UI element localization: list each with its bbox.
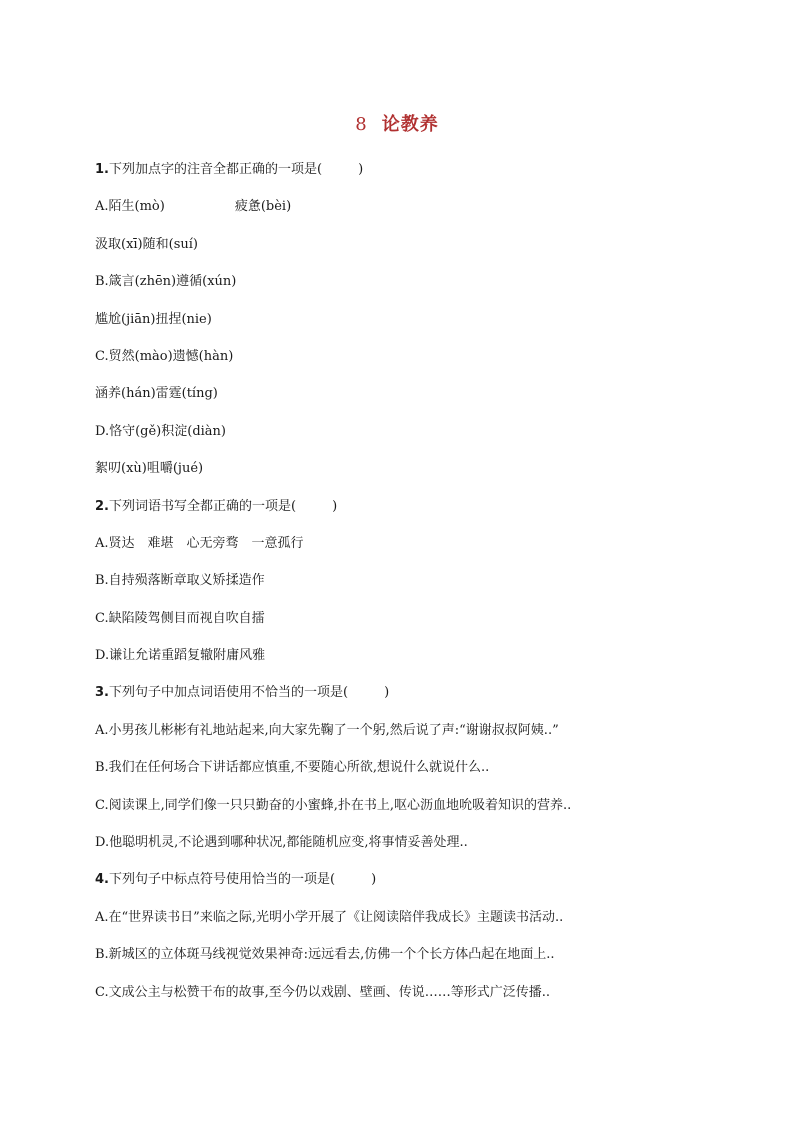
lesson-name: 论教养 — [381, 114, 439, 135]
option-line: 絮叨(xù)咀嚼(jué) — [95, 461, 204, 477]
option-line: B.新城区的立体斑马线视觉效果神奇:远远看去,仿佛一个个长方体凸起在地面上.. — [95, 947, 555, 963]
option-line: C.阅读课上,同学们像一只只勤奋的小蜜蜂,扑在书上,呕心沥血地吮吸着知识的营养.. — [95, 797, 572, 813]
question-number: 1. — [95, 162, 109, 177]
lesson-title — [0, 110, 794, 136]
question-4-stem — [95, 871, 715, 908]
question-2-stem — [95, 498, 715, 535]
close-paren: ) — [384, 685, 390, 701]
close-paren: ) — [332, 498, 338, 514]
option-line: C.缺陷陵驾侧目而视自吹自擂 — [95, 610, 265, 626]
option-line: D.恪守(gě)积淀(diàn) — [95, 423, 226, 439]
question-text: 下列词语书写全都正确的一项是( — [108, 498, 297, 514]
option-line: D.他聪明机灵,不论遇到哪种状况,都能随机应变,将事情妥善处理.. — [95, 835, 468, 851]
question-3-stem — [95, 684, 715, 721]
option-line: A.小男孩儿彬彬有礼地站起来,向大家先鞠了一个躬,然后说了声:“谢谢叔叔阿姨..” — [95, 722, 559, 738]
option-line: 涵养(hán)雷霆(tíng) — [95, 386, 218, 402]
option-line: B.我们在任何场合下讲话都应慎重,不要随心所欲,想说什么就说什么.. — [95, 760, 490, 776]
question-number: 4. — [95, 872, 109, 888]
option-text: 疲惫(bèi) — [234, 199, 292, 215]
question-text: 下列加点字的注音全都正确的一项是( — [108, 162, 323, 177]
close-paren: ) — [358, 162, 364, 177]
option-line: C.文成公主与松赞干布的故事,至今仍以戏剧、壁画、传说……等形式广泛传播.. — [95, 984, 551, 1000]
option-line: B.自持殒落断章取义矫揉造作 — [95, 573, 265, 589]
option-line: A.在“世界读书日”来临之际,光明小学开展了《让阅读陪伴我成长》主题读书活动.. — [95, 909, 564, 925]
option-line: D.谦让允诺重蹈复辙附庸风雅 — [95, 648, 266, 664]
close-paren: ) — [371, 872, 377, 888]
question-text: 下列句子中标点符号使用恰当的一项是( — [108, 872, 336, 888]
question-number: 3. — [95, 685, 109, 701]
option-line: 汲取(xī)随和(suí) — [95, 236, 198, 252]
option-line — [95, 198, 715, 235]
option-line: A.贤达 难堪 心无旁骛 一意孤行 — [95, 535, 304, 551]
lesson-number: 8 — [355, 114, 368, 135]
question-list — [95, 161, 715, 1021]
option-line: C.贸然(mào)遗憾(hàn) — [95, 348, 234, 364]
question-1-stem — [95, 161, 715, 198]
question-number: 2. — [95, 498, 109, 514]
option-text: A.陌生(mò) — [95, 199, 165, 215]
option-line: B.箴言(zhēn)遵循(xún) — [95, 274, 237, 290]
question-text: 下列句子中加点词语使用不恰当的一项是( — [108, 685, 349, 701]
option-line: 尴尬(jiān)扭捏(nie) — [95, 311, 212, 327]
